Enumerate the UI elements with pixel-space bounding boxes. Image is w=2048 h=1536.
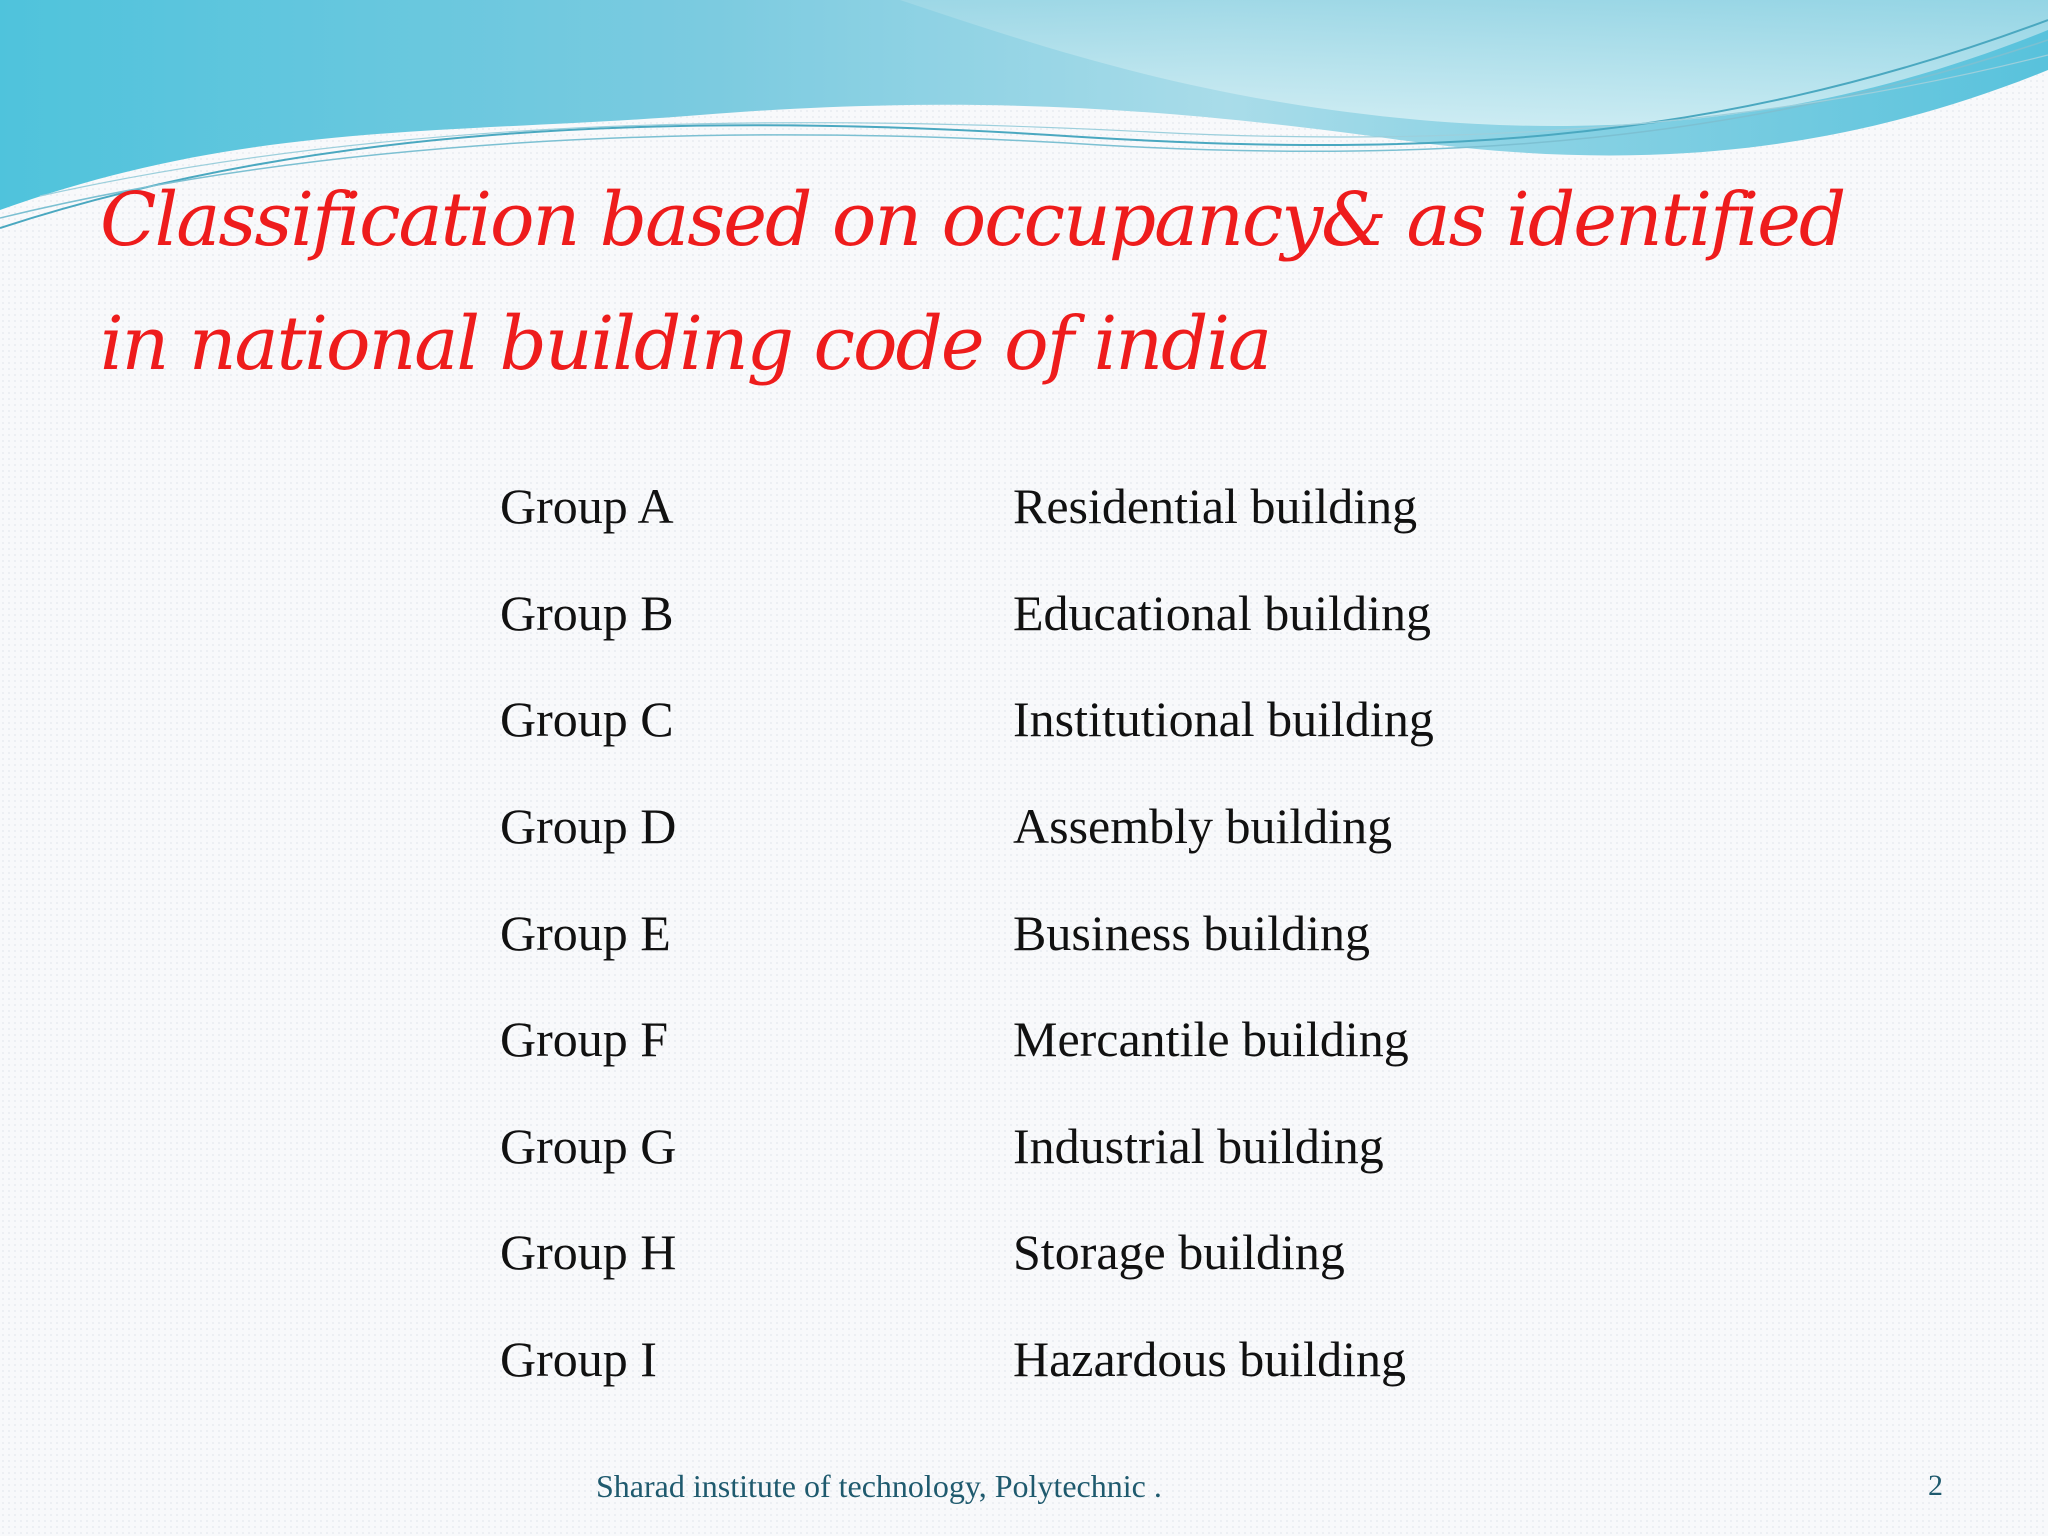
list-item <box>0 893 2048 973</box>
list-item <box>0 1319 2048 1399</box>
group-description: Business building <box>1013 905 1370 961</box>
group-description: Mercantile building <box>1013 1011 1409 1067</box>
group-description: Industrial building <box>1013 1118 1384 1174</box>
list-item <box>0 1212 2048 1292</box>
group-label: Group H <box>500 1224 677 1280</box>
group-description: Educational building <box>1013 585 1431 641</box>
group-label: Group C <box>500 691 674 747</box>
group-label: Group D <box>500 798 677 854</box>
list-item <box>0 1106 2048 1186</box>
group-description: Storage building <box>1013 1224 1345 1280</box>
group-description: Residential building <box>1013 478 1418 534</box>
group-label: Group F <box>500 1011 669 1067</box>
group-label: Group E <box>500 905 671 961</box>
group-label: Group B <box>500 585 674 641</box>
list-item <box>0 786 2048 866</box>
group-description: Hazardous building <box>1013 1331 1406 1387</box>
group-label: Group G <box>500 1118 677 1174</box>
group-description: Institutional building <box>1013 691 1434 747</box>
footer-institution: Sharad institute of technology, Polytechnic . <box>596 1468 1162 1504</box>
group-label: Group A <box>500 478 674 534</box>
list-item <box>0 466 2048 546</box>
list-item <box>0 679 2048 759</box>
group-description: Assembly building <box>1013 798 1393 854</box>
slide-title: Classification based on occupancy& as identified in national building code of india <box>100 177 1845 387</box>
list-item <box>0 999 2048 1079</box>
group-label: Group I <box>500 1331 657 1387</box>
page-number: 2 <box>1928 1469 1943 1502</box>
list-item <box>0 573 2048 653</box>
